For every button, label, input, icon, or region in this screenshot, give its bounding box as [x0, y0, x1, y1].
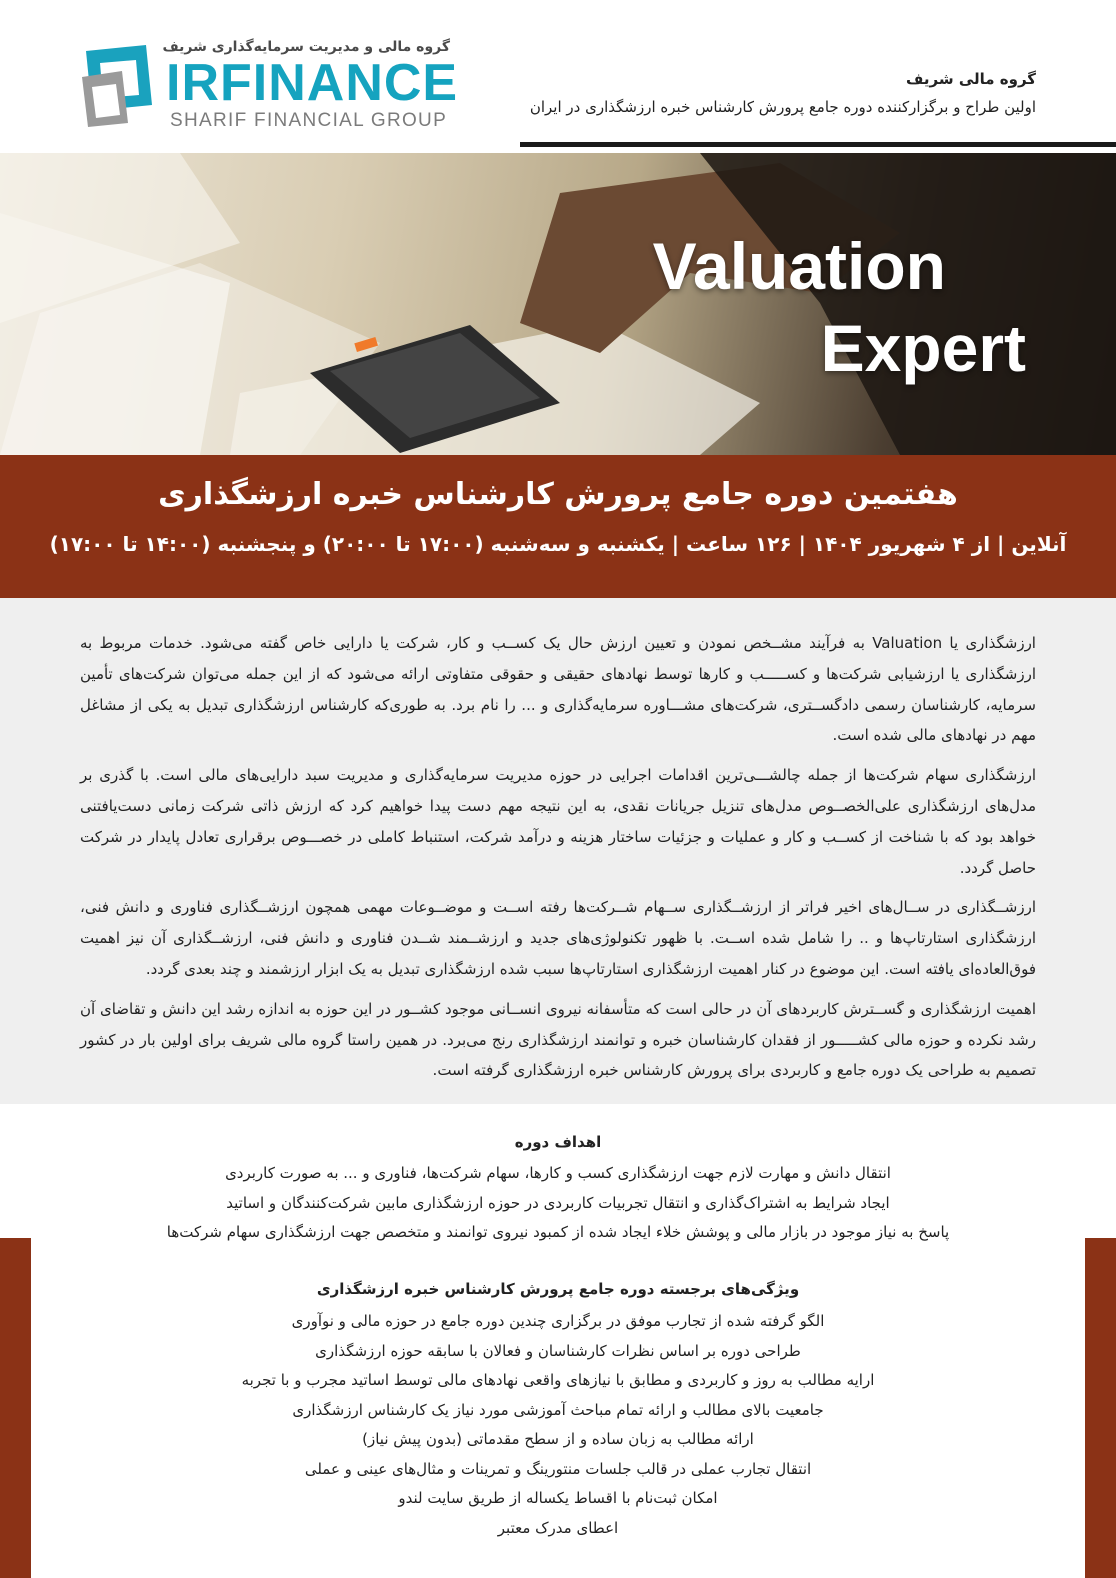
features-heading: ویژگی‌های برجسته دوره جامع پرورش کارشناس خبره ارزشگذاری: [316, 1280, 800, 1298]
header-subtitle: اولین طراح و برگزارکننده دوره جامع پرورش کارشناس خبره ارزشگذاری در ایران: [529, 98, 1036, 116]
intro-body: [80, 628, 1036, 1095]
goal-item: پاسخ به نیاز موجود در بازار مالی و پوشش خلاء ایجاد شده از کمبود نیروی توانمند و متخصص جهت ارزشگذاری سهام شرکت‌ها: [166, 1223, 950, 1241]
goals-section: [60, 1131, 1056, 1248]
header: [0, 0, 1116, 153]
features-section: [60, 1278, 1056, 1543]
intro-section: [0, 598, 1116, 1104]
irfinance-logo: [80, 35, 459, 135]
intro-paragraph: ارزشگذاری یا Valuation به فرآیند مشــخص نمودن و تعیین ارزش حال یک کســب و کار، شرکت یا دارایی خاص گفته می‌شود. خدمات مربوط به ارزشگذاری یا ارزشیابی شرکت‌ها و کســـــب و کارها توسط نهادهای حقیقی و حقوقی متفاوتی ارائه می‌شود که از این جمله می‌توان شرکت‌های تأمین سرمایه، کارشناسان رسمی دادگســتری، شرکت‌های مشـــاوره سرمایه‌گذاری و ... را نام برد. به طوری‌که کارشناس ارزشگذاری تبدیل به یکی از مشاغل مهم در نهادهای مالی شده است.: [80, 634, 1036, 745]
intro-paragraph: اهمیت ارزشگذاری و گســترش کاربردهای آن در حالی است که متأسفانه نیروی انســانی موجود کشــور در این حوزه به اندازه رشد این دانش و تقاضای آن رشد نکرده و حوزه مالی کشـــــور از فقدان کارشناسان خبره و توانمند ارزشگذاری رنج می‌برد. در همین راستا گروه مالی شریف برای اولین بار در کشور تصمیم به طراحی یک دوره جامع و کاربردی برای پرورش کارشناس خبره ارزشگذاری گرفته است.: [80, 999, 1036, 1080]
logo-name: IRFINANCE: [166, 54, 459, 112]
goal-item: ایجاد شرایط به اشتراک‌گذاری و انتقال تجربیات کاربردی در حوزه ارزشگذاری مابین شرکت‌کنندگان و اساتید: [226, 1193, 890, 1212]
hero-title-line2: Expert: [820, 311, 1026, 385]
side-bar-right: [1085, 1238, 1116, 1578]
hero-title-line1: Valuation: [652, 229, 946, 303]
goals-heading: اهداف دوره: [514, 1133, 602, 1151]
hero-banner: [0, 153, 1116, 455]
logo-mark-icon: [80, 41, 158, 127]
course-title: هفتمین دوره جامع پرورش کارشناس خبره ارزشگذاری: [158, 477, 958, 512]
logo-subtitle: SHARIF FINANCIAL GROUP: [170, 110, 448, 131]
side-bar-left: [0, 1238, 31, 1578]
intro-paragraph: ارزشــگذاری در ســال‌های اخیر فراتر از ارزشــگذاری ســهام شــرکت‌ها رفته اســت و موضــوعات مهمی همچون ارزشــگذاری فناوری و دانش فنی، ارزشگذاری استارتاپ‌ها و .. را شامل شده اســت. با ظهور تکنولوژی‌های جدید و ارزشــمند شــدن فناوری و دانش فنی، ارزشــگذاری آن نیز اهمیت فوق‌العاده‌ای یافته است. این موضوع در کنار اهمیت ارزشگذاری استارتاپ‌ها سبب شده ارزشگذاری تبدیل به یک ابزار ارزشمند و چند بعدی گردد.: [80, 898, 1036, 978]
feature-item: اعطای مدرک معتبر: [497, 1518, 619, 1537]
feature-item: ارائه مطالب به زبان ساده و از سطح مقدماتی (بدون پیش نیاز): [362, 1430, 754, 1448]
course-schedule: آنلاین | از ۴ شهریور ۱۴۰۴ | ۱۲۶ ساعت | یکشنبه و سه‌شنبه (۱۷:۰۰ تا ۲۰:۰۰) و پنجشنبه (۱۴:۰۰ تا ۱۷:۰۰): [49, 532, 1067, 556]
header-title: گروه مالی شریف: [906, 70, 1036, 88]
header-divider: [520, 142, 1116, 147]
feature-item: الگو گرفته شده از تجارب موفق در برگزاری چندین دوره جامع در حوزه مالی و نوآوری: [291, 1312, 825, 1330]
logo-tagline: گروه مالی و مدیریت سرمایه‌گذاری شریف: [162, 39, 450, 55]
course-banner: [0, 455, 1116, 598]
intro-paragraph: ارزشگذاری سهام شرکت‌ها از جمله چالشـــی‌ترین اقدامات اجرایی در حوزه مدیریت سرمایه‌گذاری و مدیریت سبد دارایی‌های مالی است. با گذری بر مدل‌های ارزشگذاری علی‌الخصــوص مدل‌های تنزیل جریانات نقدی، به این نتیجه مهم دست پیدا خواهیم کرد که ارزش ذاتی شرکت زمانی دست‌یافتنی خواهد بود که با شناخت از کســب و کار و عملیات و جزئیات ساختار هزینه و درآمد شرکت، استنباط کاملی در خصـــوص برقراری تعادل پایدار در شرکت حاصل گردد.: [80, 766, 1036, 877]
feature-item: جامعیت بالای مطالب و ارائه تمام مباحث آموزشی مورد نیاز یک کارشناس ارزشگذاری: [292, 1400, 824, 1419]
feature-item: انتقال تجارب عملی در قالب جلسات منتورینگ و تمرینات و مثال‌های عینی و عملی: [304, 1459, 812, 1478]
feature-item: ارایه مطالب به روز و کاربردی و مطابق با نیازهای واقعی نهادهای مالی توسط اساتید مجرب و با تجربه: [241, 1371, 875, 1389]
feature-item: امکان ثبت‌نام با اقساط یکساله از طریق سایت لندو: [398, 1489, 718, 1507]
header-text: [530, 70, 1036, 116]
hero-title: [653, 225, 1026, 389]
goal-item: انتقال دانش و مهارت لازم جهت ارزشگذاری کسب و کارها، سهام شرکت‌ها، فناوری و ... به صورت کاربردی: [225, 1164, 891, 1182]
feature-item: طراحی دوره بر اساس نظرات کارشناسان و فعالان با سابقه حوزه ارزشگذاری: [315, 1341, 801, 1360]
